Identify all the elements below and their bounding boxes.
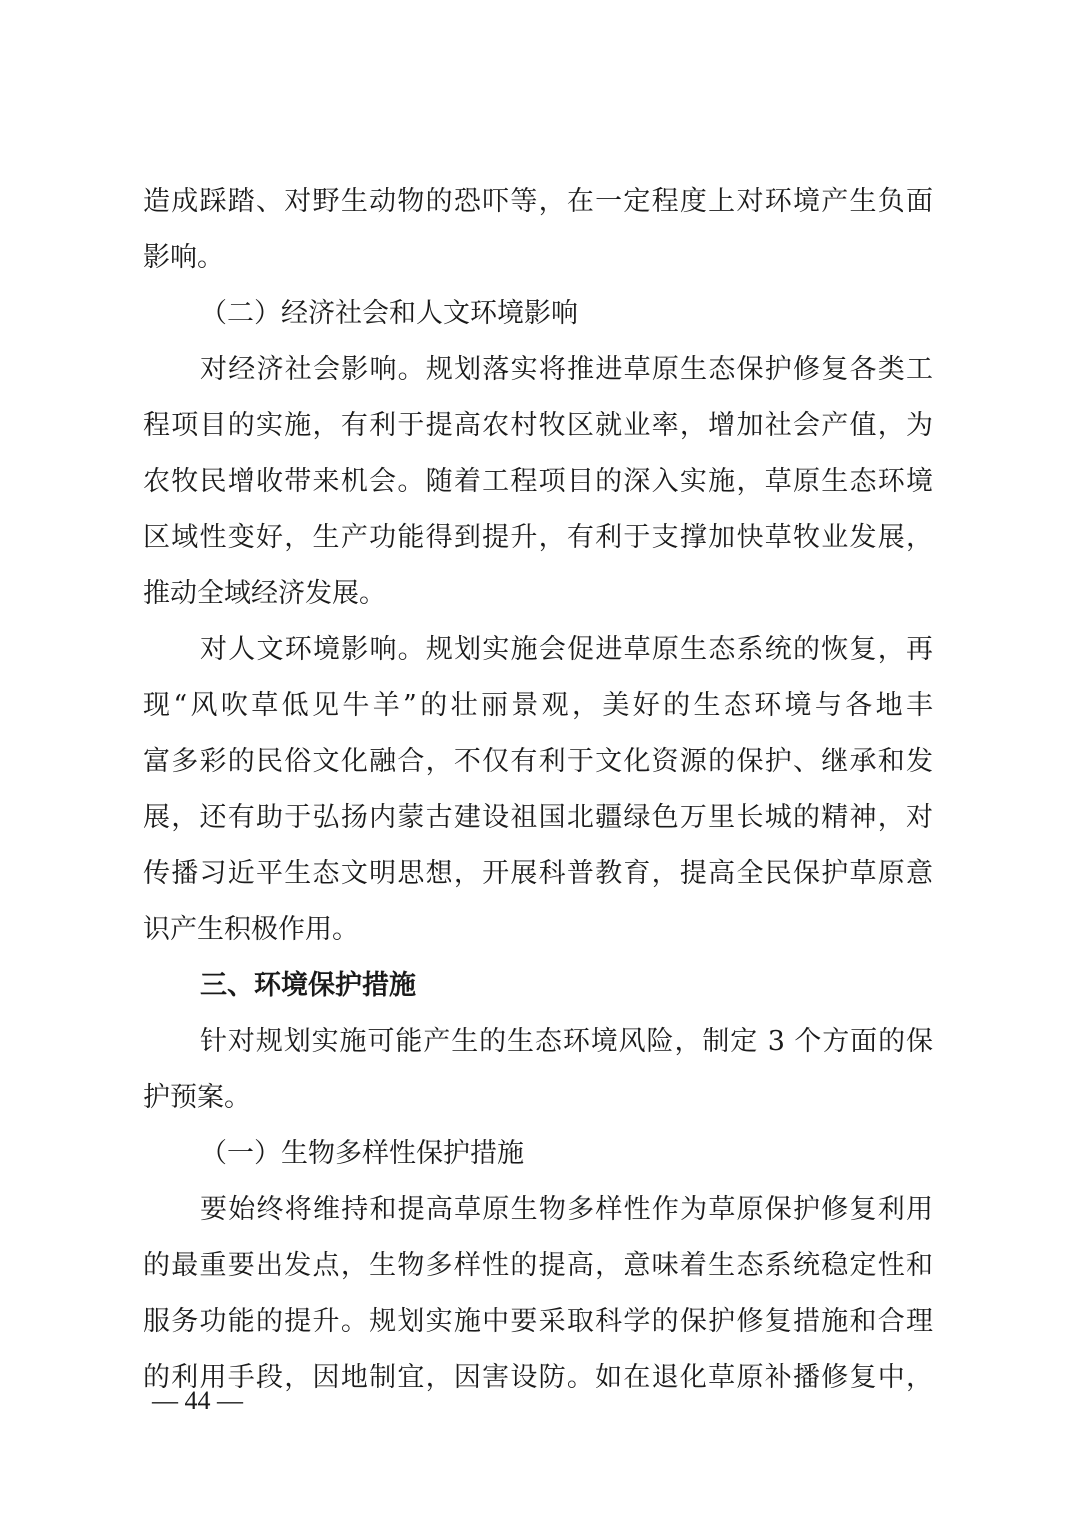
text-line: 展，还有助于弘扬内蒙古建设祖国北疆绿色万里长城的精神，对 (143, 802, 933, 833)
text-line: 造成踩踏、对野生动物的恐吓等，在一定程度上对环境产生负面 (143, 186, 933, 217)
text-line: 的利用手段，因地制宜，因害设防。如在退化草原补播修复中， (143, 1362, 933, 1393)
text-line: 对人文环境影响。规划实施会促进草原生态系统的恢复，再 (200, 634, 933, 665)
page-number: — 44 — (152, 1386, 243, 1415)
text-line: 现“风吹草低见牛羊”的壮丽景观，美好的生态环境与各地丰 (143, 690, 933, 721)
text-line: 服务功能的提升。规划实施中要采取科学的保护修复措施和合理 (143, 1306, 933, 1337)
text-line: 对经济社会影响。规划落实将推进草原生态保护修复各类工 (200, 354, 933, 385)
text-line: 的最重要出发点，生物多样性的提高，意味着生态系统稳定性和 (143, 1250, 933, 1281)
text-line: 针对规划实施可能产生的生态环境风险，制定 3 个方面的保 (200, 1026, 933, 1057)
text-line: 区域性变好，生产功能得到提升，有利于支撑加快草牧业发展， (143, 522, 933, 553)
text-line: 影响。 (143, 242, 224, 273)
text-line: 程项目的实施，有利于提高农村牧区就业率，增加社会产值，为 (143, 410, 933, 441)
text-line: 要始终将维持和提高草原生物多样性作为草原保护修复利用 (200, 1194, 933, 1225)
section-heading: 三、环境保护措施 (200, 970, 416, 1001)
subsection-heading: （一）生物多样性保护措施 (200, 1138, 524, 1169)
text-line: 富多彩的民俗文化融合，不仅有利于文化资源的保护、继承和发 (143, 746, 933, 777)
text-line: 护预案。 (143, 1082, 251, 1113)
subsection-heading: （二）经济社会和人文环境影响 (200, 298, 578, 329)
text-line: 识产生积极作用。 (143, 914, 359, 945)
text-line: 农牧民增收带来机会。随着工程项目的深入实施，草原生态环境 (143, 466, 933, 497)
text-line: 传播习近平生态文明思想，开展科普教育，提高全民保护草原意 (143, 858, 933, 889)
text-line: 推动全域经济发展。 (143, 578, 386, 609)
